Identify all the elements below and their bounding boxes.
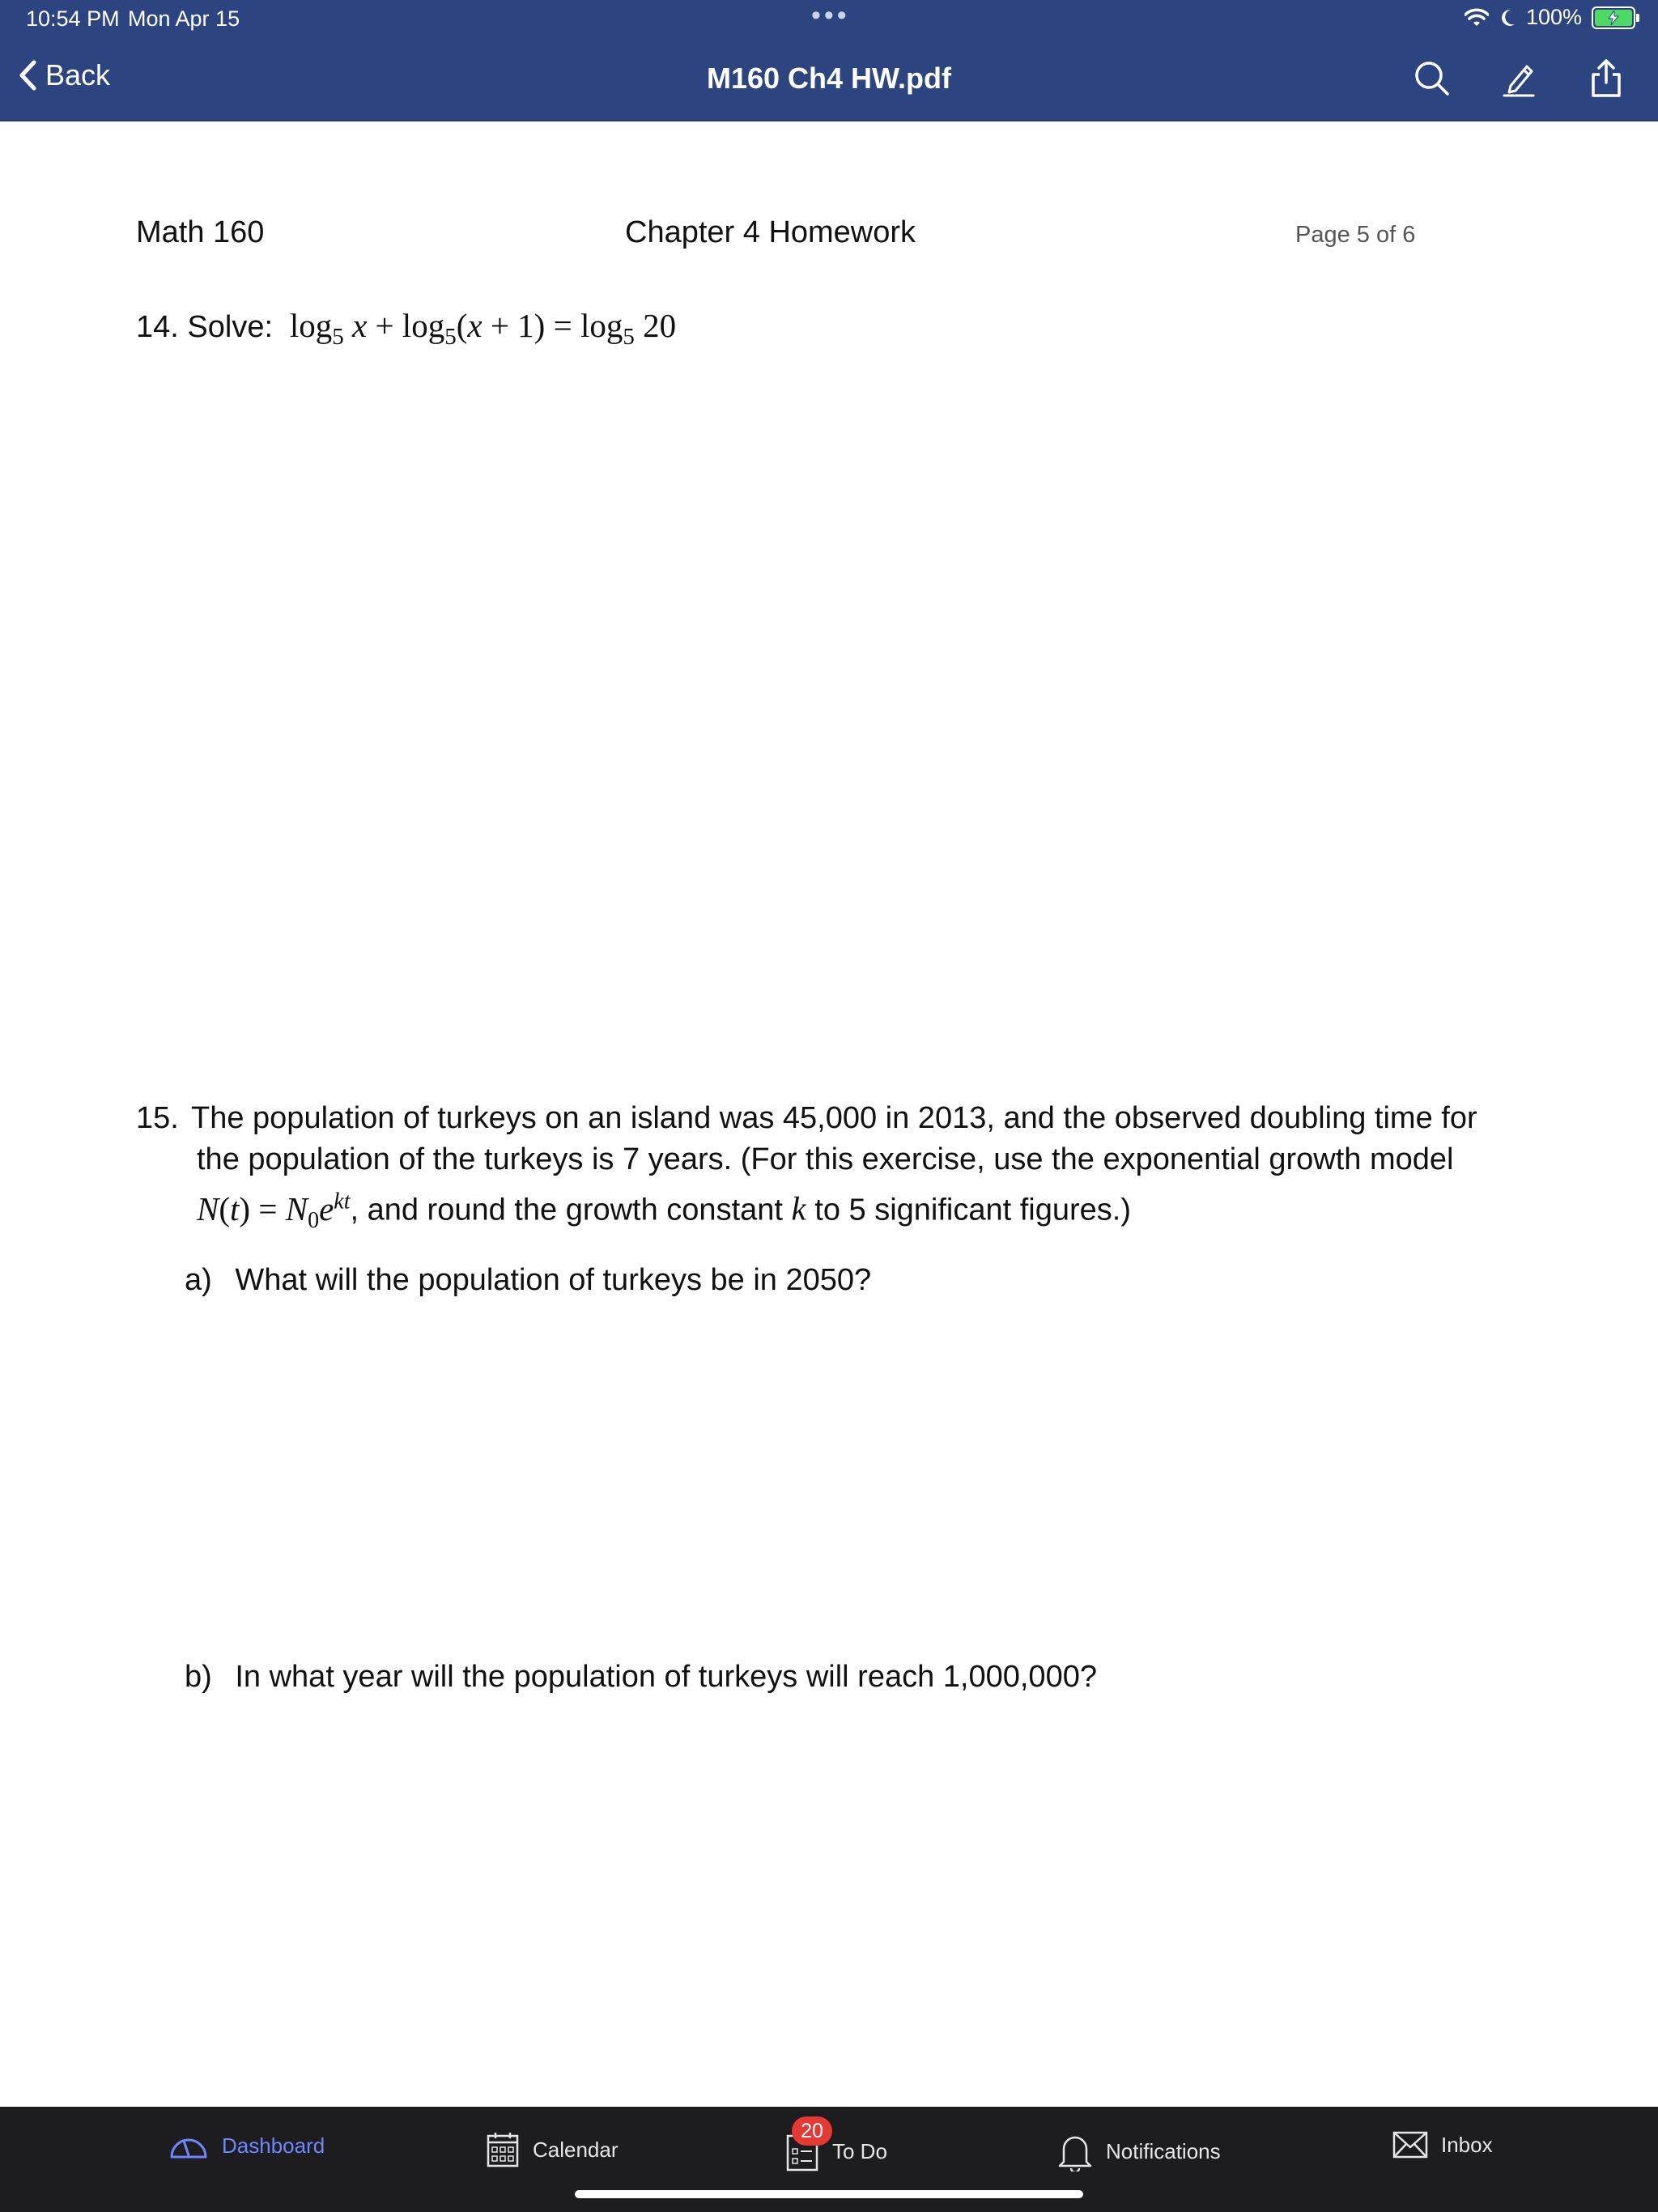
tab-calendar[interactable]: [486, 2131, 619, 2168]
calendar-icon: [486, 2131, 520, 2168]
tab-label: Calendar: [533, 2137, 619, 2162]
dashboard-icon: [168, 2131, 209, 2160]
chapter-heading: Chapter 4 Homework: [625, 215, 916, 249]
search-icon[interactable]: [1412, 58, 1451, 97]
question-text: The population of turkeys on an island was 45,000 in 2013, and the observed doubling time for the population of the turkeys is 7 years. (For this exercise, use the exponential growth model: [191, 1101, 1477, 1176]
question-text-cont: , and round the growth constant: [350, 1193, 792, 1227]
bell-icon: [1057, 2131, 1093, 2172]
question-14: [136, 306, 676, 351]
growth-model-formula: $N(t) = N_0e^{kt}$: [197, 1189, 351, 1233]
question-15b: [185, 1660, 1097, 1695]
status-indicators: [1465, 5, 1635, 30]
question-number: 14.: [136, 310, 179, 344]
question-prompt: Solve:: [187, 310, 274, 344]
log-equation: $\log_5 x + \log_5(x + 1) = \log_5 20$: [281, 307, 677, 351]
back-label: Back: [45, 58, 111, 91]
todo-count-badge: 20: [792, 2116, 832, 2146]
battery-icon: [1592, 6, 1635, 29]
question-number: 15.: [136, 1101, 179, 1135]
growth-constant-symbol: k: [791, 1189, 806, 1227]
multitasking-dots-icon[interactable]: •••: [811, 0, 850, 31]
part-text: What will the population of turkeys be in 2050?: [235, 1263, 872, 1297]
moon-icon: [1499, 8, 1516, 28]
status-date: Mon Apr 15: [128, 6, 240, 31]
tab-label: Dashboard: [222, 2133, 325, 2158]
tab-label: Inbox: [1441, 2132, 1493, 2157]
battery-percent: 100%: [1525, 5, 1582, 29]
tab-label: Notifications: [1106, 2138, 1221, 2163]
tab-label: To Do: [832, 2138, 887, 2163]
tab-dashboard[interactable]: [168, 2131, 325, 2160]
tab-notifications[interactable]: [1057, 2131, 1221, 2172]
course-name: Math 160: [136, 215, 265, 249]
question-15: [136, 1098, 1512, 1241]
page-indicator: Page 5 of 6: [1295, 222, 1416, 248]
part-label: b): [185, 1660, 212, 1694]
part-label: a): [185, 1263, 212, 1297]
question-text-end: to 5 significant figures.): [806, 1193, 1132, 1227]
annotate-pen-icon[interactable]: [1499, 58, 1538, 97]
part-text: In what year will the population of turkeys will reach 1,000,000?: [235, 1660, 1097, 1694]
top-navigation-bar: [0, 0, 1658, 121]
question-15a: [185, 1263, 871, 1298]
envelope-icon: [1392, 2131, 1428, 2159]
status-time: 10:54 PM: [26, 6, 120, 31]
wifi-icon: [1465, 8, 1489, 28]
tab-inbox[interactable]: [1392, 2131, 1493, 2159]
document-title: M160 Ch4 HW.pdf: [706, 62, 952, 95]
home-indicator[interactable]: [575, 2190, 1083, 2198]
share-icon[interactable]: [1587, 58, 1626, 97]
